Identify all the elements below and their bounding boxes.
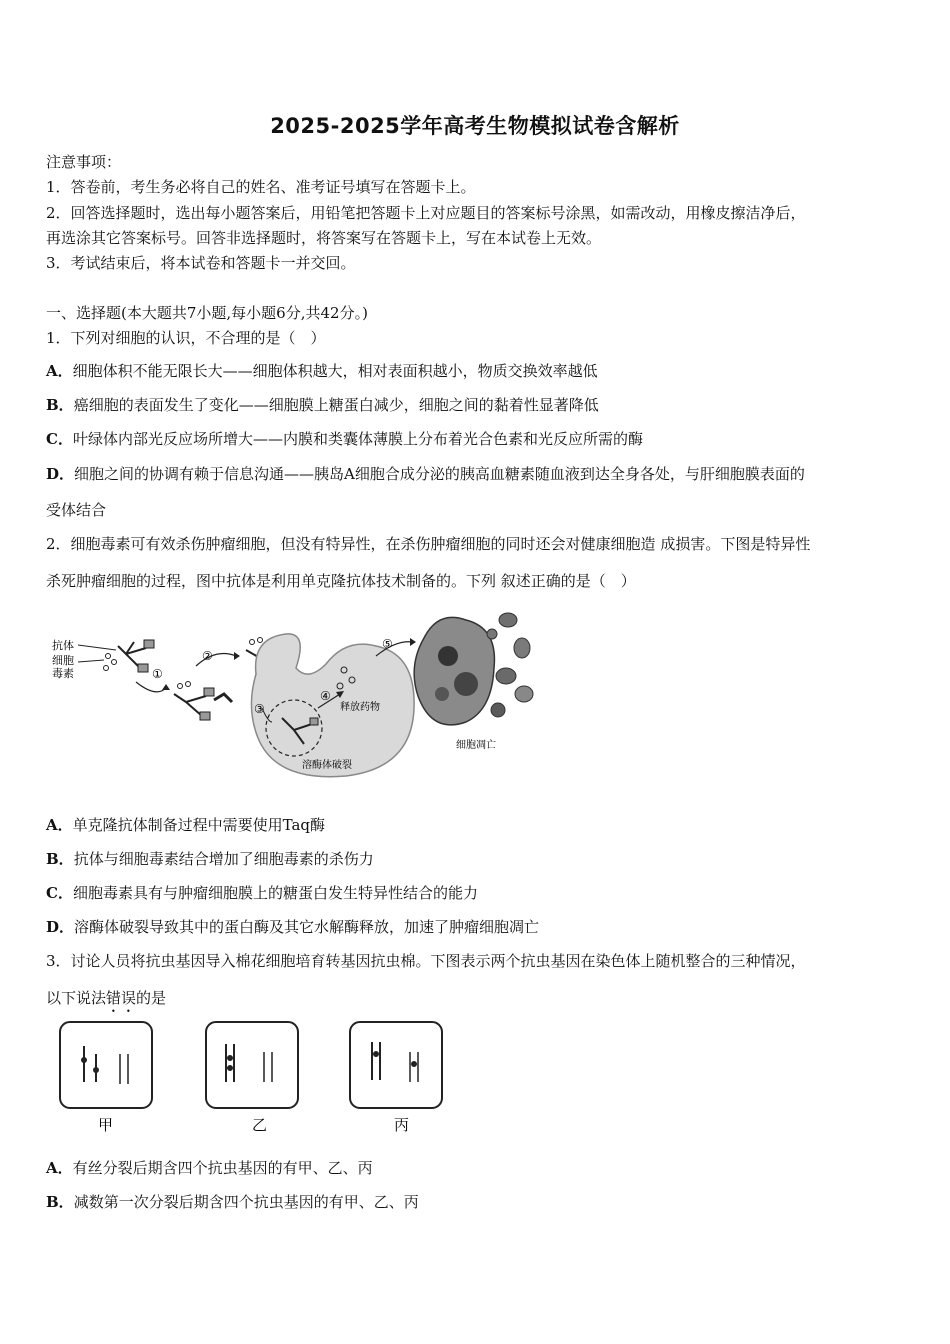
chromosome-box-bing — [350, 1022, 442, 1108]
apoptosis-label: 细胞凋亡 — [456, 740, 496, 751]
option-label: A． — [46, 1159, 73, 1177]
option-label: C． — [46, 884, 73, 902]
option-text: 抗体与细胞毒素结合增加了细胞毒素的杀伤力 — [73, 850, 374, 868]
label-antibody: 抗体 — [52, 639, 74, 652]
label-yi: 乙 — [252, 1116, 268, 1134]
notice-item-2-cont: 再选涂其它答案标号。回答非选择题时，将答案写在答题卡上，写在本试卷上无效。 — [46, 229, 602, 247]
q2-option-c — [46, 883, 478, 903]
option-text: 叶绿体内部光反应场所增大——内膜和类囊体薄膜上分布着光合色素和光反应所需的酶 — [72, 430, 643, 448]
q1-option-d-cont: 受体结合 — [46, 501, 107, 519]
chromosome-box-yi — [206, 1022, 298, 1108]
step-3-label: ③ — [254, 702, 265, 716]
q1-option-b — [46, 395, 599, 415]
q1-option-d — [46, 464, 805, 484]
option-label: B． — [46, 850, 74, 868]
step-5-label: ⑤ — [382, 637, 393, 651]
lysosome-label: 溶酶体破裂 — [302, 760, 352, 771]
q2-figure — [46, 598, 546, 790]
option-text: 减数第一次分裂后期含四个抗虫基因的有甲、乙、丙 — [73, 1193, 419, 1211]
notice-heading: 注意事项： — [46, 153, 122, 171]
chromosome-box-jia — [60, 1022, 152, 1108]
q2-option-b — [46, 849, 374, 869]
q2-stem-2: 杀死肿瘤细胞的过程，图中抗体是利用单克隆抗体技术制备的。下列 叙述正确的是（ ） — [46, 572, 636, 590]
option-text: 细胞之间的协调有赖于信息沟通——胰岛A细胞合成分泌的胰高血糖素随血液到达全身各处，与肝细胞膜表面的 — [74, 465, 805, 483]
apoptotic-cell-icon — [414, 613, 533, 725]
q3-stem-2 — [46, 988, 166, 1016]
conjugate-icon — [174, 682, 232, 721]
q3-option-a — [46, 1158, 373, 1178]
tumor-cell-shape — [251, 634, 414, 777]
option-label: B． — [46, 1193, 74, 1211]
option-text: 溶酶体破裂导致其中的蛋白酶及其它水解酶释放，加速了肿瘤细胞凋亡 — [74, 918, 540, 936]
q3-stem-2-post: 的是 — [136, 989, 167, 1007]
label-bing: 丙 — [394, 1116, 410, 1134]
page-title: 2025-2025学年高考生物模拟试卷含解析 — [270, 114, 680, 138]
release-label: 释放药物 — [340, 702, 380, 713]
option-text: 有丝分裂后期含四个抗虫基因的有甲、乙、丙 — [72, 1159, 373, 1177]
antibody-icon — [104, 640, 155, 672]
option-label: D． — [46, 465, 75, 483]
q3-stem-1: 3．讨论人员将抗虫基因导入棉花细胞培育转基因抗虫棉。下图表示两个抗虫基因在染色体上随机整合的三种情况， — [46, 952, 806, 970]
q3-stem-2-pre: 以下说法 — [46, 989, 107, 1007]
q2-option-a — [46, 815, 325, 835]
notice-item-1: 1．答卷前，考生务必将自己的姓名、准考证号填写在答题卡上。 — [46, 178, 476, 196]
option-text: 单克隆抗体制备过程中需要使用Taq酶 — [72, 816, 326, 834]
q2-stem-1: 2．细胞毒素可有效杀伤肿瘤细胞，但没有特异性，在杀伤肿瘤细胞的同时还会对健康细胞造 成损害。下图是特异性 — [46, 535, 811, 553]
step-2-label: ② — [202, 649, 213, 663]
q1-option-c — [46, 429, 643, 449]
q2-option-d — [46, 917, 539, 937]
option-label: A． — [46, 816, 73, 834]
section-heading: 一、选择题(本大题共7小题,每小题6分,共42分。) — [46, 304, 368, 322]
option-text: 细胞体积不能无限长大——细胞体积越大，相对表面积越小，物质交换效率越低 — [72, 362, 598, 380]
option-label: D． — [46, 918, 75, 936]
option-text: 细胞毒素具有与肿瘤细胞膜上的糖蛋白发生特异性结合的能力 — [72, 884, 478, 902]
option-label: C． — [46, 430, 73, 448]
option-label: B． — [46, 396, 74, 414]
option-label: A． — [46, 362, 73, 380]
q1-stem: 1．下列对细胞的认识，不合理的是（ ） — [46, 329, 326, 347]
notice-item-3: 3．考试结束后，将本试卷和答题卡一并交回。 — [46, 254, 356, 272]
q3-stem-2-emphasis: 错误 — [106, 989, 137, 1007]
label-jia: 甲 — [98, 1116, 114, 1134]
q3-option-b — [46, 1192, 419, 1212]
q3-figure — [56, 1018, 456, 1138]
option-text: 癌细胞的表面发生了变化——细胞膜上糖蛋白减少，细胞之间的黏着性显著降低 — [73, 396, 599, 414]
label-toxin-1: 细胞 — [52, 654, 74, 667]
notice-item-2: 2．回答选择题时，选出每小题答案后，用铅笔把答题卡上对应题目的答案标号涂黑，如需改动，用橡皮擦洁净后， — [46, 204, 806, 222]
step-4-label: ④ — [320, 689, 331, 703]
step-1-label: ① — [152, 667, 163, 681]
label-toxin-2: 毒素 — [52, 667, 74, 680]
q1-option-a — [46, 361, 598, 381]
